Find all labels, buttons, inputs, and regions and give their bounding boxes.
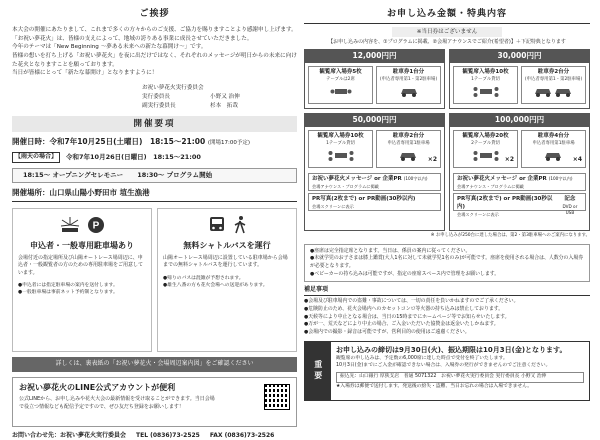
greeting-body	[12, 26, 297, 78]
bank-info: 振込先：山口銀行 厚狭支店 普通 5071322 お祝い夢花火実行委員会 実行委員長 小野又 治伸	[336, 372, 584, 383]
note-item: ●ベビーカーの持ち込みは可能ですが、指定の座席スペース内で管理をお願いします。	[310, 270, 500, 277]
parking-benefit	[376, 130, 441, 168]
signer-role: 副実行委員長	[142, 102, 176, 109]
supplement-item: ●天候等により中止となる場合は、当日の15時までにホームページ等でお知らせいたします。	[304, 313, 510, 320]
table-icon	[311, 86, 370, 98]
msg-sub: 会場アナウンス・プログラムに掲載	[312, 184, 379, 190]
park-sub: (申込者専用第1・第2駐車場)	[379, 77, 438, 83]
table-icon	[311, 150, 370, 162]
supplement-item: ●会場及び駐車場内での盗難・事故については、一切の責任を負いかねますのでご了承ください。	[304, 297, 519, 304]
deadline: お申し込みの締切は9月30日(火)、振込期限は10月3日(金)となります。	[336, 346, 567, 355]
fireworks-icon	[59, 216, 81, 234]
dvd-sub: DVD or USB	[562, 204, 578, 216]
access-panels	[12, 208, 297, 352]
qr-overlay	[265, 385, 289, 409]
event-date	[12, 137, 297, 148]
schedule-box	[12, 168, 297, 183]
park-label: 駐車券2台分	[392, 133, 425, 140]
plan-price: 30,000円円	[450, 50, 589, 63]
walking-person-icon	[233, 215, 247, 235]
signer-row	[142, 102, 297, 111]
car-icon	[524, 86, 583, 98]
pr-group	[457, 196, 558, 218]
plan-50000	[304, 113, 445, 231]
parking-text: 会場付近の指定場所及び山陽オートレース場周辺に、申込者・一般観覧者の方のための専用駐車場をご用意しています。	[18, 254, 144, 276]
plans-note: ※当日券はございません	[392, 27, 502, 37]
bus-icon	[207, 215, 227, 235]
signer-row	[142, 93, 297, 102]
svg-text:P: P	[92, 220, 100, 232]
park-label: 駐車券2台分	[537, 69, 570, 76]
parking-benefit	[521, 66, 586, 104]
pr-label: PR写真(2枚まで) or PR動画(30秒以内)	[457, 196, 553, 211]
plan-benefits	[305, 63, 444, 107]
contact-fax: FAX (0836)73-2526	[209, 431, 275, 439]
left-column	[12, 8, 297, 439]
shuttle-title: 無料シャトルバスを運行	[183, 241, 271, 251]
note-item: ●未就学児のお子さまは膝上鑑賞(大人1名に対して未就学児1名のみ)が可能です。座席を使用される場合は、人数分の入場券が必要となります。	[310, 255, 584, 269]
plans-subtitle: 【お申し込みの内容を、①プログラムに掲載、②会場アナウンスでご紹介(希望者)】＋下記特典となります	[328, 39, 566, 46]
supplement-item: ●会場内での撮影・録音は可能ですが、営利目的の使用はご遠慮ください。	[304, 329, 470, 336]
park-label: 駐車券4台分	[537, 133, 570, 140]
pr-benefit	[308, 193, 441, 211]
supplement-title: 補足事項	[304, 286, 590, 296]
rain-date-text: 令和7年10月26日(日曜日) 18:15～21:00	[66, 152, 201, 161]
important-box	[304, 341, 590, 401]
plan-benefits	[305, 127, 444, 171]
program-time: 18:30～ プログラム開始	[137, 170, 213, 179]
line-title: お祝い夢花火のLINE公式アカウントが便利	[19, 382, 176, 392]
parking-panel	[12, 208, 152, 352]
greeting-line: 本大会の開催にあたりまして、これまで多くの方々からのご支援、ご協力を賜りますことより感謝申し上げます。「お祝い夢花火」は、皆様の支えによって、地域の誇りある事業に成長させていただきました。	[12, 27, 297, 42]
greeting-line: 当日が皆様にとって「新たな幕開け」となりますように！	[12, 70, 158, 77]
plans-footnote: ※ お申し込みが250台に達した場合は、第2・第3駐車場へのご案内になります。	[430, 233, 590, 239]
line-text: 公式LINEから、お申し込みや花火大会の最新情報を受け取ることができます。当日会場で役立つ情報なども配信予定ですので、ぜひ友だち登録をお願いします！	[19, 396, 215, 410]
event-date-note: (開場17:00予定)	[207, 140, 250, 147]
seat-benefit	[308, 130, 373, 168]
venue: 開催場所：山口県山陽小野田市 埴生漁港	[12, 188, 297, 202]
supplement-item: ●危険防止のため、花火会場内へのカセットコンロ等火器の持ち込みは禁止しております。	[304, 305, 504, 312]
parking-benefit	[376, 66, 441, 104]
contact-label: お問い合わせ先：お祝い夢花火実行委員会	[12, 431, 127, 439]
greeting-line: 今年のテーマは「New Beginning ～夢ある未来への新たな幕開け～」です。	[12, 44, 207, 51]
pr-label: PR写真(2枚まで) or PR動画(30秒以内)	[312, 196, 416, 203]
seat-sub: テーブルは2席	[326, 77, 355, 83]
plan-benefits	[450, 63, 589, 107]
supplement-list	[304, 298, 590, 337]
parking-icons	[18, 213, 146, 237]
pr-sub: 会場スクリーンに表示	[312, 204, 354, 210]
notes-box	[304, 244, 590, 282]
car-icon	[379, 86, 438, 98]
park-sub: 申込者専用第1駐車場	[532, 141, 575, 147]
shuttle-note: ●雄生八番の方も花火会場への送迎があります。	[163, 282, 268, 288]
greeting-line: 皆様の想いを打ち上げる「お祝い夢花火」を夜に出だけではなく、それぞれのメッセージが明日からの未来に向けた花火となりますことを願っております。	[12, 53, 297, 68]
multiplier: ×4	[572, 155, 582, 163]
seat-label: 観覧席入場券5枚	[319, 69, 362, 76]
contact-line	[12, 432, 297, 440]
parking-benefit	[521, 130, 586, 168]
plan-price: 12,000円円	[305, 50, 444, 63]
parking-note: ●申込者には指定駐車場の案内を送付します。	[18, 283, 118, 289]
plan-30000	[449, 49, 590, 109]
multiplier: ×2	[427, 155, 437, 163]
signer-role: 実行委員長	[142, 93, 170, 100]
shuttle-text: 山陽オートレース場周辺に設置している駐車場から会場までの無料シャトルバスを運行しています。	[163, 254, 288, 269]
supplement-item: ●万が一、荒天などにより中止の場合、ご入金いただいた協賛金は返金いたしかねます。	[304, 321, 499, 328]
seat-label: 観覧席入場券10枚	[317, 133, 364, 140]
plan-price: 100,000円円	[450, 114, 589, 127]
signer-name: 杉本 拓哉	[210, 102, 238, 109]
contact-tel: TEL (0836)73-2525	[136, 431, 200, 439]
msg-sub: 会場アナウンス・プログラムに掲載	[457, 184, 524, 190]
rain-date	[12, 152, 297, 163]
dvd-group	[558, 196, 582, 216]
pr-benefit	[453, 193, 586, 218]
seat-benefit	[453, 66, 518, 104]
table-icon	[456, 86, 515, 98]
plan-100000	[449, 113, 590, 231]
plan-price: 50,000円円	[305, 114, 444, 127]
parking-notes	[18, 282, 146, 296]
msg-label: お祝い夢花火メッセージ or 企業PR	[312, 176, 402, 183]
signature	[142, 84, 297, 111]
org-name: お祝い夢花火実行委員会	[142, 84, 204, 91]
park-label: 駐車券1台分	[392, 69, 425, 76]
seat-benefit	[453, 130, 518, 168]
seat-sub: 2テーブル貸切	[471, 141, 500, 147]
seat-benefit	[308, 66, 373, 104]
event-title: 開催要項	[12, 116, 297, 132]
important-line: 観覧席の申し込みは、予定数の6,000席に達した時点で受付を終了いたします。	[336, 356, 508, 362]
plans-title: お申し込み金額・特典内容	[304, 8, 590, 24]
important-line: 10月3日(金)までにご入金が確認できない場合は、入場券の発行ができませんのでご注意ください。	[336, 363, 551, 369]
signer-name: 小野又 治伸	[210, 93, 240, 100]
pr-sub: 会場スクリーンに表示	[457, 212, 499, 218]
event-date-text: 開催日時：令和7年10月25日(土曜日) 18:15～21:00	[12, 137, 206, 147]
line-account-box	[12, 377, 297, 427]
shuttle-note: ●帰りのバスは混雑が予想されます。	[163, 275, 244, 281]
dvd-label: 記念	[564, 196, 576, 203]
msg-label: お祝い夢花火メッセージ or 企業PR	[457, 176, 547, 183]
message-benefit	[308, 173, 441, 191]
right-column	[304, 8, 590, 420]
important-label: 重要	[305, 342, 331, 400]
plan-12000	[304, 49, 445, 109]
rain-tag: 【雨天の場合】	[12, 152, 60, 163]
message-benefit	[453, 173, 586, 191]
msg-limit: (100字以内)	[548, 176, 573, 182]
seat-label: 観覧席入場券10枚	[462, 69, 509, 76]
parking-note: ●一般駐車場は事前ネット予約制となります。	[18, 290, 118, 296]
msg-limit: (100字以内)	[403, 176, 428, 182]
multiplier: ×2	[504, 155, 514, 163]
seat-sub: 1テーブル貸切	[326, 141, 355, 147]
note-item: ●座席は完全指定席となります。当日は、係員の案内に従ってください。	[310, 247, 471, 254]
details-banner: 詳しくは、裏表紙の「お祝い夢花火・会場周辺案内図」をご確認ください	[12, 357, 297, 372]
park-sub: (申込者専用第1・第2駐車場)	[524, 77, 583, 83]
park-sub: 申込者専用第1駐車場	[387, 141, 430, 147]
greeting-title: ご挨拶	[139, 9, 170, 19]
seat-label: 観覧席入場券20枚	[462, 133, 509, 140]
shuttle-icons	[163, 213, 291, 237]
shuttle-notes	[163, 275, 291, 289]
shuttle-panel	[157, 208, 297, 352]
important-body	[331, 342, 589, 400]
plan-grid	[304, 49, 590, 231]
opening-time: 18:15～ オープニングセレモニー	[23, 170, 124, 179]
important-foot: ★入場券は郵便で送付します。発送後の紛失・盗難、当日お忘れの場合は入場できません。	[336, 383, 533, 389]
seat-sub: 1テーブル貸切	[471, 77, 500, 83]
parking-icon	[87, 216, 105, 234]
parking-title: 申込者・一般専用駐車場あり	[30, 241, 134, 251]
plan-benefits	[450, 127, 589, 171]
